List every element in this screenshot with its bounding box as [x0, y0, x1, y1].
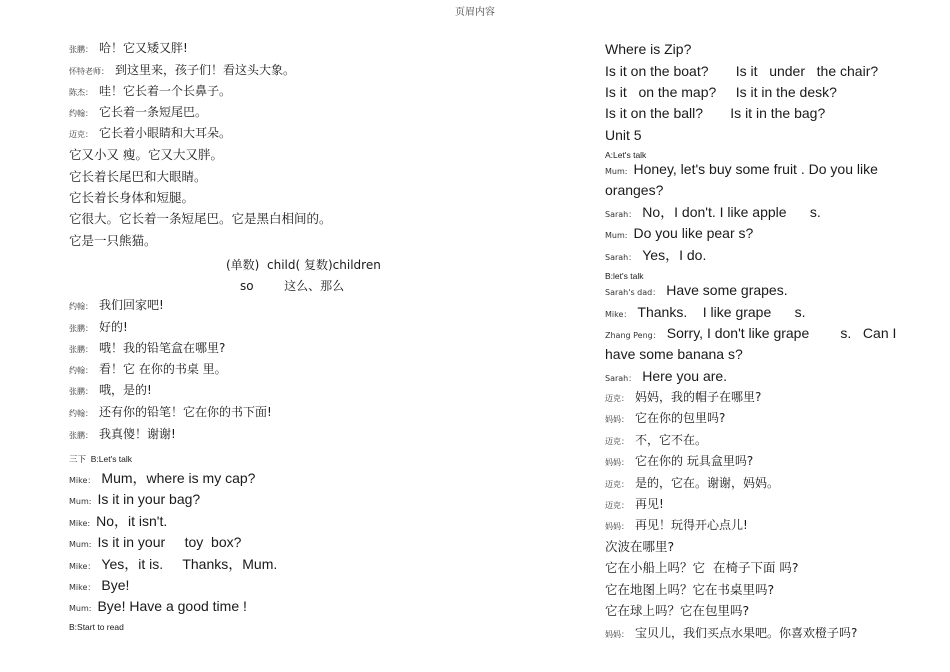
left-line [69, 556, 277, 572]
left-line [69, 449, 132, 465]
line-text: 不，它不在。 [635, 433, 708, 447]
line-text: No，it isn't. [96, 513, 168, 529]
line-text: 它长着小眼睛和大耳朵。 [99, 126, 232, 140]
line-text: 我真傻！谢谢! [99, 427, 176, 441]
right-line [605, 388, 761, 404]
speaker-label: Mum: [605, 167, 628, 176]
speaker-label: 约翰： [69, 302, 93, 311]
line-text: Mum，where is my cap? [101, 470, 256, 486]
line-text: 哇！它长着一个长鼻子。 [99, 84, 232, 98]
left-line [69, 189, 194, 205]
left-line [69, 360, 227, 376]
right-line [605, 247, 706, 263]
left-line [69, 339, 225, 355]
line-text: 宝贝儿，我们买点水果吧。你喜欢橙子吗? [635, 626, 858, 640]
line-text: B:let's talk [605, 271, 644, 281]
speaker-label: 迈克： [69, 130, 93, 139]
line-text: 三下 B:Let's talk [69, 454, 133, 464]
left-line [69, 146, 223, 162]
left-line [69, 425, 176, 441]
speaker-label: 妈妈： [605, 630, 629, 639]
line-text: 好的! [99, 320, 128, 334]
line-text: Sorry, I don't like grape s. Can I [666, 325, 897, 341]
speaker-label: Zhang Peng： [605, 331, 661, 340]
line-text: Do you like pear s? [633, 225, 754, 241]
right-line [605, 225, 753, 241]
right-line [605, 41, 691, 57]
speaker-label: Mike： [605, 310, 632, 319]
line-text: Is it in your toy box? [97, 534, 242, 550]
right-line [605, 325, 896, 341]
line-text: 妈妈，我的帽子在哪里? [635, 390, 762, 404]
speaker-label: 张鹏： [69, 431, 93, 440]
line-text: 我们回家吧! [99, 298, 164, 312]
right-line [605, 145, 646, 161]
line-text: Honey, let's buy some fruit . Do you like [633, 161, 878, 177]
left-line [69, 39, 188, 55]
speaker-label: 迈克： [605, 394, 629, 403]
page-header: 页眉内容 [455, 7, 495, 18]
right-line [605, 495, 664, 511]
speaker-label: Mike： [69, 583, 96, 592]
right-line [605, 161, 878, 177]
speaker-label: 迈克： [605, 480, 629, 489]
right-line [605, 602, 749, 618]
right-line [605, 63, 878, 79]
left-line [69, 61, 295, 77]
line-text: Yes，it is. Thanks，Mum. [101, 556, 278, 572]
line-text: Bye! [101, 577, 130, 593]
left-line [69, 168, 207, 184]
line-text: 它长着长尾巴和大眼睛。 [69, 169, 207, 184]
right-line [605, 581, 774, 597]
speaker-label: 约翰： [69, 409, 93, 418]
left-line [69, 82, 231, 98]
right-line [605, 282, 788, 298]
speaker-label: 约翰： [69, 109, 93, 118]
line-text: 它在地图上吗？它在书桌里吗? [605, 582, 775, 597]
line-text: 它在你的包里吗? [635, 411, 726, 425]
left-line [69, 534, 241, 550]
speaker-label: Sarah： [605, 210, 637, 219]
line-text: 哦，是的! [99, 383, 152, 397]
line-text: Yes，I do. [642, 247, 707, 263]
right-line [605, 304, 805, 320]
line-text: Is it on the ball? Is it in the bag? [605, 105, 826, 121]
line-text: so 这么、那么 [240, 279, 345, 293]
speaker-label: Mike: [69, 519, 91, 528]
right-line [605, 516, 748, 532]
speaker-label: Mum: [69, 604, 92, 613]
speaker-label: 妈妈： [605, 522, 629, 531]
left-line [240, 277, 344, 293]
right-line [605, 474, 779, 490]
speaker-label: 张鹏： [69, 387, 93, 396]
line-text: A:Let's talk [605, 150, 647, 160]
left-line [69, 617, 124, 633]
line-text: 哈！它又矮又胖! [99, 41, 188, 55]
line-text: have some banana s? [605, 346, 743, 362]
speaker-label: Mike： [69, 562, 96, 571]
speaker-label: 迈克： [605, 437, 629, 446]
speaker-label: Mum: [69, 540, 92, 549]
speaker-label: 约翰： [69, 366, 93, 375]
line-text: 它是一只熊猫。 [69, 233, 157, 248]
line-text: 它在你的 玩具盒里吗? [635, 454, 754, 468]
line-text: Here you are. [642, 368, 728, 384]
line-text: No，I don't. I like apple s. [642, 204, 821, 220]
speaker-label: Sarah's dad： [605, 288, 661, 297]
line-text: (单数) child( 复数)children [226, 258, 381, 272]
speaker-label: Mum: [69, 497, 92, 506]
right-line [605, 409, 725, 425]
left-line [69, 210, 332, 226]
right-line [605, 538, 674, 554]
line-text: 还有你的铅笔！它在你的书下面! [99, 405, 272, 419]
speaker-label: 张鹏： [69, 345, 93, 354]
right-line [605, 452, 753, 468]
line-text: Is it in your bag? [97, 491, 201, 507]
right-line [605, 84, 837, 100]
line-text: 它在小船上吗？它 在椅子下面 吗? [605, 560, 799, 575]
line-text: 再见！玩得开心点儿! [635, 518, 748, 532]
speaker-label: 张鹏： [69, 45, 93, 54]
left-line [69, 103, 207, 119]
left-line [69, 470, 255, 486]
speaker-label: Sarah： [605, 253, 637, 262]
line-text: 是的，它在。谢谢，妈妈。 [635, 476, 780, 490]
line-text: Unit 5 [605, 127, 642, 143]
speaker-label: 迈克： [605, 501, 629, 510]
line-text: 次波在哪里? [605, 539, 675, 554]
right-line [605, 346, 743, 362]
right-line [605, 559, 799, 575]
speaker-label: Sarah： [605, 374, 637, 383]
line-text: B:Start to read [69, 622, 124, 632]
right-line [605, 624, 857, 640]
left-line [69, 232, 157, 248]
right-line [605, 182, 663, 198]
line-text: Have some grapes. [666, 282, 788, 298]
right-line [605, 204, 821, 220]
speaker-label: 张鹏： [69, 324, 93, 333]
left-line [69, 403, 272, 419]
line-text: Is it on the map? Is it in the desk? [605, 84, 837, 100]
right-line [605, 368, 727, 384]
line-text: 它又小又 瘦。它又大又胖。 [69, 147, 223, 162]
speaker-label: 妈妈： [605, 458, 629, 467]
line-text: 到这里来，孩子们！看这头大象。 [115, 63, 296, 77]
speaker-label: Mum: [605, 231, 628, 240]
left-line [69, 598, 247, 614]
speaker-label: 怀特老师： [69, 67, 109, 76]
left-line [69, 318, 128, 334]
line-text: Bye! Have a good time ! [97, 598, 247, 614]
right-line [605, 105, 825, 121]
speaker-label: Mike： [69, 476, 96, 485]
right-line [605, 127, 642, 143]
line-text: 它很大。它长着一条短尾巴。它是黑白相间的。 [69, 211, 332, 226]
left-line [69, 577, 129, 593]
line-text: Thanks. I like grape s. [637, 304, 806, 320]
left-line [226, 256, 381, 272]
line-text: Where is Zip? [605, 41, 692, 57]
line-text: 它在球上吗？它在包里吗? [605, 603, 750, 618]
line-text: 哦！我的铅笔盒在哪里? [99, 341, 226, 355]
line-text: 看！它 在你的书桌 里。 [99, 362, 227, 376]
right-line [605, 431, 707, 447]
left-line [69, 491, 200, 507]
speaker-label: 陈杰： [69, 88, 93, 97]
line-text: Is it on the boat? Is it under the chair? [605, 63, 879, 79]
line-text: 它长着长身体和短腿。 [69, 190, 195, 205]
line-text: 它长着一条短尾巴。 [99, 105, 208, 119]
line-text: 再见! [635, 497, 664, 511]
left-line [69, 296, 164, 312]
line-text: oranges? [605, 182, 664, 198]
left-line [69, 381, 152, 397]
left-line [69, 513, 167, 529]
speaker-label: 妈妈： [605, 415, 629, 424]
right-line [605, 266, 643, 282]
left-line [69, 124, 231, 140]
